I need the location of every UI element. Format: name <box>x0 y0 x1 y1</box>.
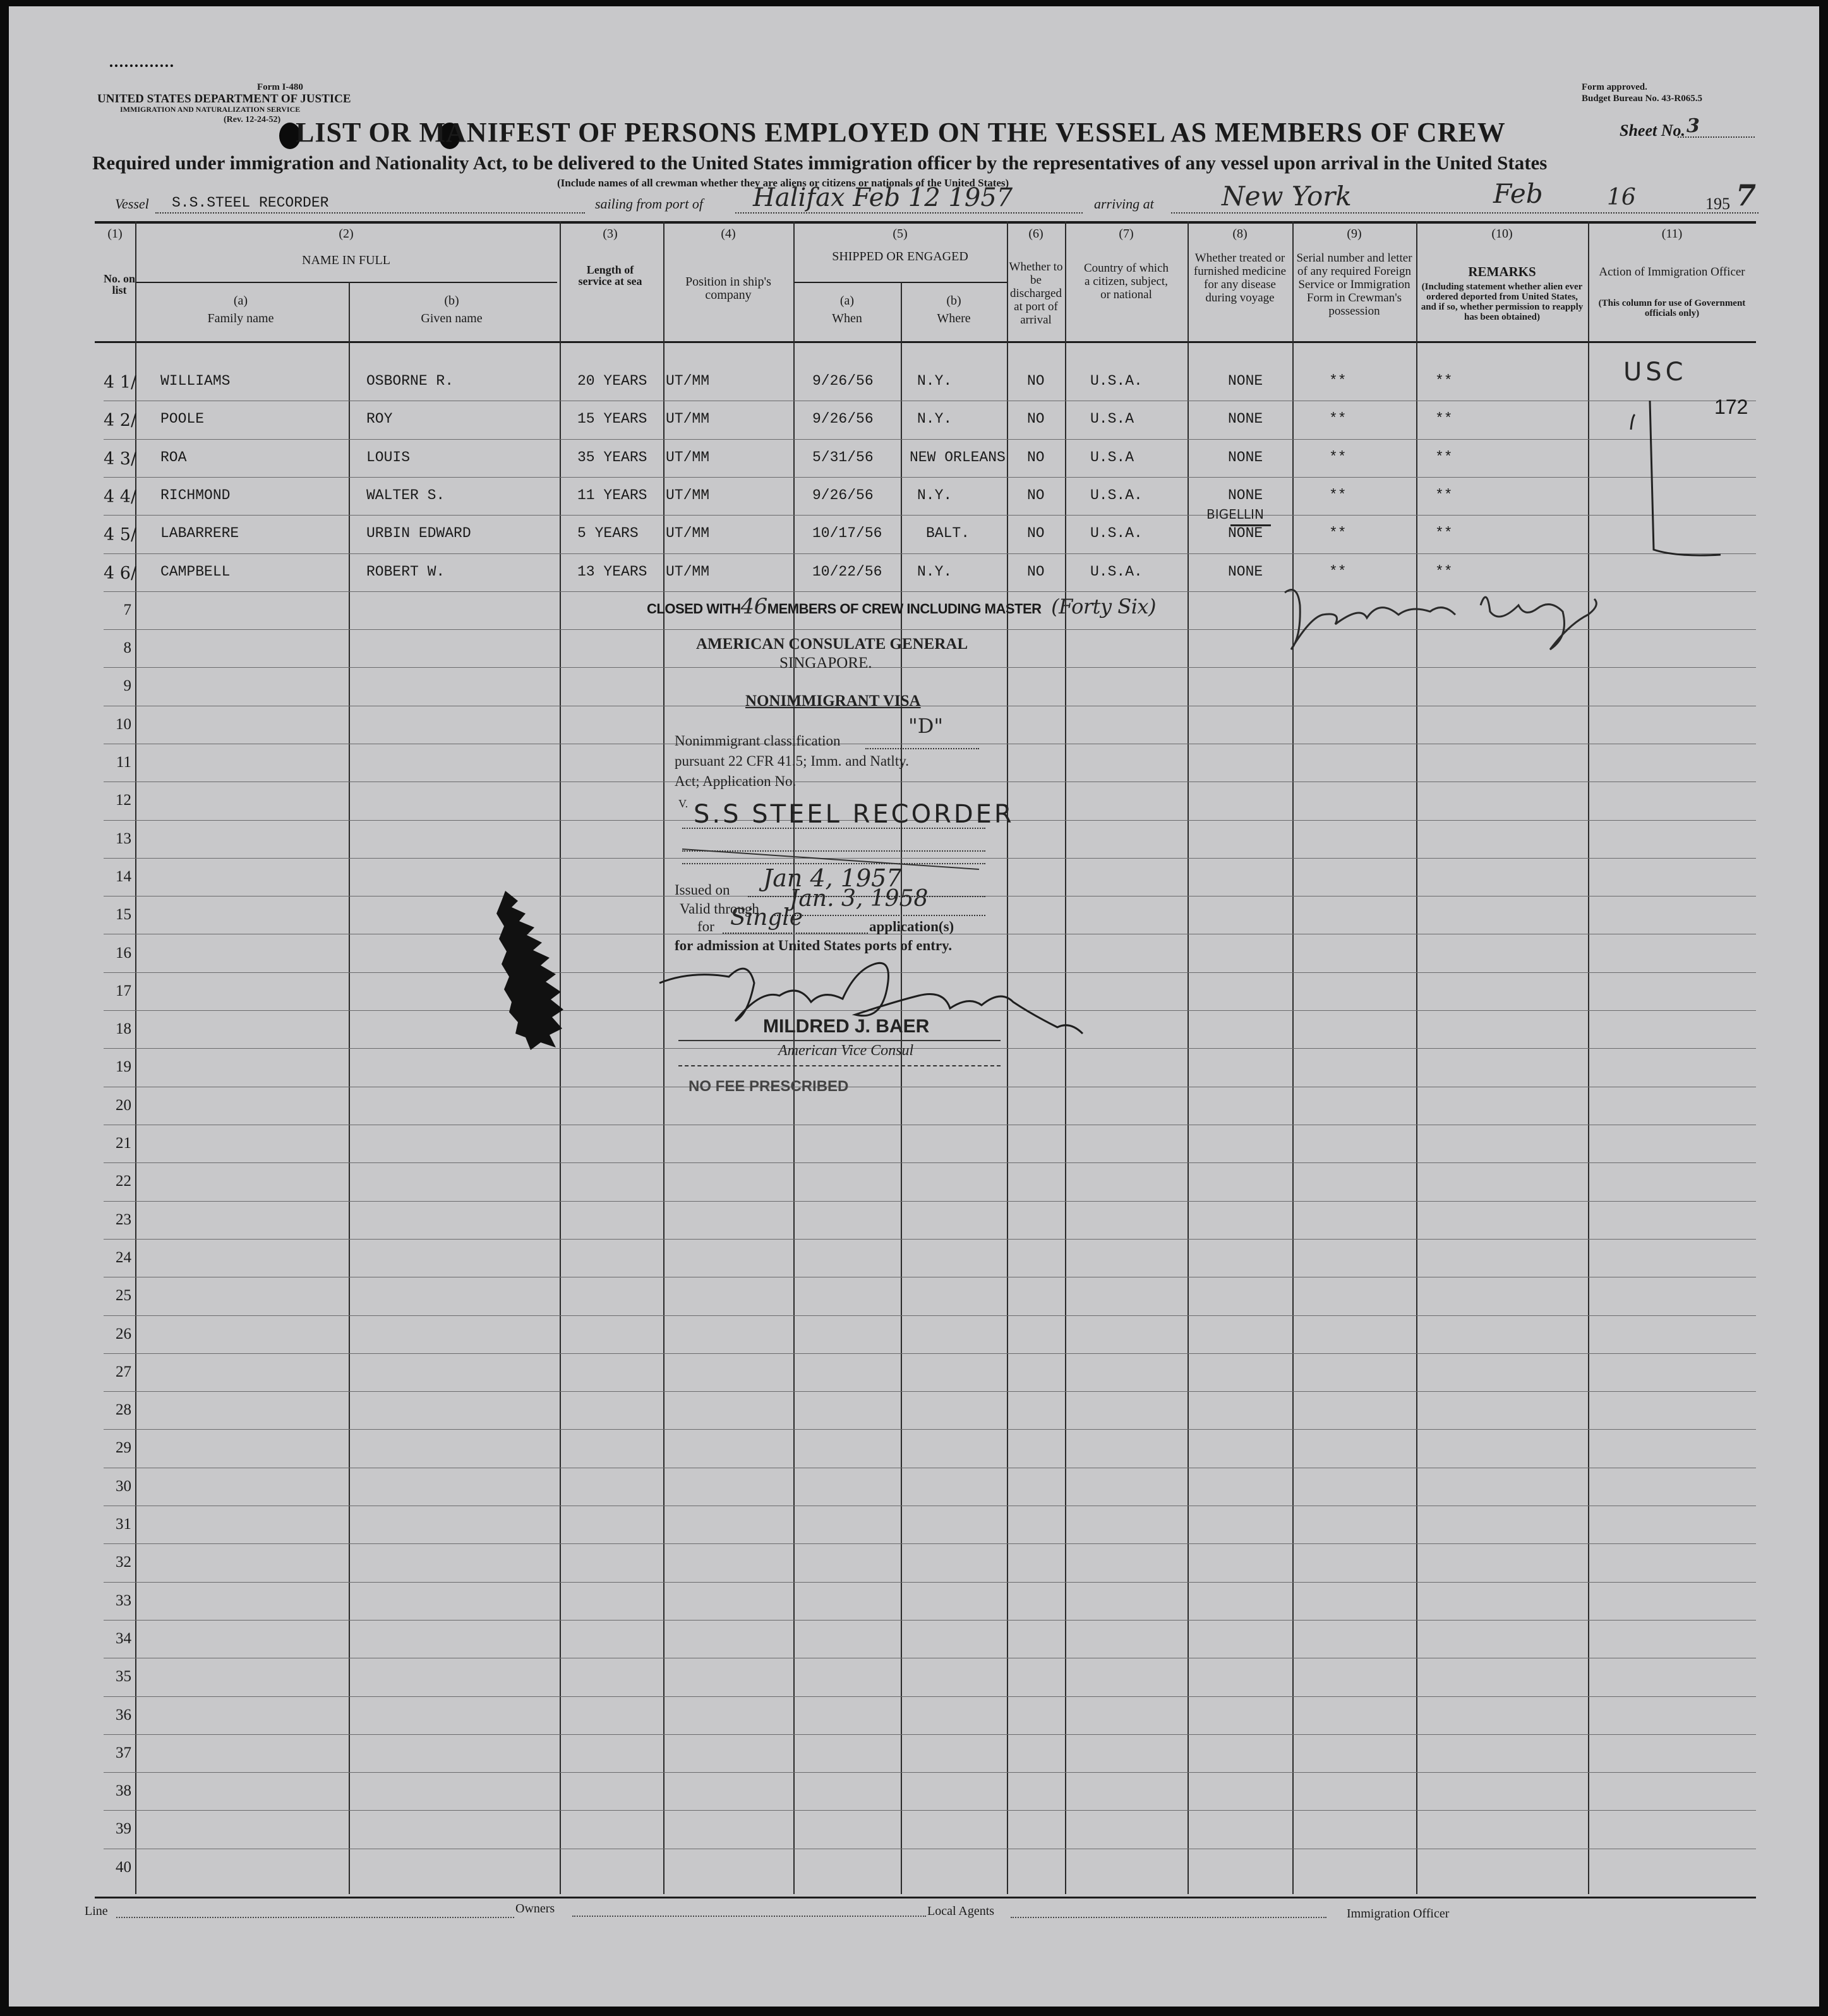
col8-number: (8) <box>1232 227 1248 241</box>
application-line: Act; Application No. <box>675 773 797 789</box>
footer-owners: Owners <box>515 1902 555 1916</box>
consulate-line-2: SINGAPORE. <box>779 655 872 672</box>
given-name[interactable]: LOUIS <box>366 449 411 466</box>
row-number: 11 <box>116 754 131 771</box>
row-number: 36 <box>116 1706 131 1723</box>
serial-number[interactable]: ** <box>1329 449 1347 466</box>
approval-line-1: Form approved. <box>1582 82 1647 92</box>
shipped-where[interactable]: N.Y. <box>917 564 953 580</box>
visa-title: NONIMMIGRANT VISA <box>745 692 921 709</box>
remarks[interactable]: ** <box>1435 564 1453 580</box>
family-name[interactable]: POOLE <box>160 411 205 427</box>
discharge-flag[interactable]: NO <box>1027 564 1045 580</box>
vessel-name[interactable]: S.S.STEEL RECORDER <box>172 195 329 211</box>
for-value[interactable]: Single <box>730 905 803 931</box>
admission-line: for admission at United States ports of entry. <box>675 938 953 953</box>
col4-label: Position in ship's company <box>685 275 771 302</box>
row-number[interactable]: 4 6/ <box>104 564 137 583</box>
closed-line: CLOSED WITH46MEMBERS OF CREW INCLUDING MASTER (Forty Six) <box>647 594 1156 619</box>
row-number: 7 <box>123 601 131 619</box>
row-rule <box>104 1543 1756 1544</box>
citizenship[interactable]: U.S.A. <box>1090 525 1143 541</box>
ship-position[interactable]: UT/MM <box>666 411 710 427</box>
family-name[interactable]: RICHMOND <box>160 487 231 504</box>
shipped-when[interactable]: 10/17/56 <box>812 525 882 541</box>
corner-marks <box>110 64 173 71</box>
column-rule <box>663 221 664 1894</box>
row-number[interactable]: 4 4/ <box>104 487 137 507</box>
valid-label: Valid through <box>680 901 759 917</box>
row-number: 17 <box>116 982 131 999</box>
footer-local-agents: Local Agents <box>927 1904 995 1918</box>
footer-line: Line <box>85 1904 108 1918</box>
discharge-flag[interactable]: NO <box>1027 373 1045 389</box>
shipped-when[interactable]: 9/26/56 <box>812 373 874 389</box>
col11-sub: (This column for use of Government officials only) <box>1598 298 1746 318</box>
year-suffix[interactable]: 7 <box>1736 178 1757 212</box>
column-rule <box>901 282 902 1894</box>
row-number: 24 <box>116 1249 131 1266</box>
discharge-flag[interactable]: NO <box>1027 449 1045 466</box>
pursuant-line: pursuant 22 CFR 41.5; Imm. and Natlty. <box>675 753 909 769</box>
medicine-status[interactable]: NONE <box>1228 411 1263 427</box>
row-number[interactable]: 4 2/ <box>104 411 137 430</box>
sailing-port[interactable]: Halifax Feb 12 1957 <box>753 183 1013 212</box>
medicine-status[interactable]: NONE <box>1228 525 1263 541</box>
row-number: 13 <box>116 830 131 847</box>
row-rule <box>104 1620 1756 1621</box>
row-number: 34 <box>116 1630 131 1647</box>
citizenship[interactable]: U.S.A. <box>1090 373 1143 389</box>
row-rule <box>104 515 1756 516</box>
service: IMMIGRATION AND NATURALIZATION SERVICE <box>120 105 301 114</box>
row-number: 22 <box>116 1173 131 1190</box>
row-rule <box>104 1391 1756 1392</box>
given-name[interactable]: ROBERT W. <box>366 564 445 580</box>
column-rule <box>1416 221 1417 1894</box>
column-rule <box>1007 221 1008 1894</box>
row-number: 19 <box>116 1058 131 1075</box>
ship-position[interactable]: UT/MM <box>666 525 710 541</box>
service-length[interactable]: 11 YEARS <box>577 487 647 504</box>
col2a-letter: (a) <box>233 294 248 308</box>
shipped-where[interactable]: BALT. <box>926 525 970 541</box>
approval-line-2: Budget Bureau No. 43-R065.5 <box>1582 94 1702 104</box>
family-name[interactable]: CAMPBELL <box>160 564 231 580</box>
remarks[interactable]: ** <box>1435 525 1453 541</box>
footer-immigration-officer: Immigration Officer <box>1347 1907 1450 1921</box>
shipped-when[interactable]: 5/31/56 <box>812 449 874 466</box>
col1-number: (1) <box>107 227 123 241</box>
serial-number[interactable]: ** <box>1329 564 1347 580</box>
issued-date[interactable]: Jan 4, 1957 <box>763 864 902 892</box>
col3-label: Length of service at sea <box>578 263 642 287</box>
ship-position[interactable]: UT/MM <box>666 487 710 504</box>
serial-number[interactable]: ** <box>1329 411 1347 427</box>
column-rule <box>560 221 561 1894</box>
officer-number[interactable]: 172 <box>1714 395 1748 418</box>
remarks[interactable]: ** <box>1435 373 1453 389</box>
service-length[interactable]: 5 YEARS <box>577 525 639 541</box>
col2-number: (2) <box>339 227 354 241</box>
row-rule <box>104 1201 1756 1202</box>
valid-date[interactable]: Jan. 3, 1958 <box>790 886 929 912</box>
ink-stamp-mark <box>493 888 581 1053</box>
family-name[interactable]: LABARRERE <box>160 525 239 541</box>
given-name[interactable]: URBIN EDWARD <box>366 525 471 541</box>
ship-position[interactable]: UT/MM <box>666 564 710 580</box>
vessel-label: Vessel <box>115 196 149 212</box>
row-number[interactable]: 4 5/ <box>104 525 137 545</box>
col5b-label: Where <box>937 311 971 325</box>
row-rule <box>104 1239 1756 1240</box>
citizenship[interactable]: U.S.A <box>1090 411 1134 427</box>
header-bottom-rule <box>95 341 1756 343</box>
sheet-label: Sheet No. <box>1620 121 1685 140</box>
col2-label: NAME IN FULL <box>302 253 390 267</box>
sheet-number[interactable]: 3 <box>1687 115 1700 137</box>
discharge-flag[interactable]: NO <box>1027 525 1045 541</box>
row-rule <box>104 1162 1756 1163</box>
medicine-status[interactable]: NONE <box>1228 449 1263 466</box>
year-prefix: 195 <box>1705 195 1730 213</box>
given-name[interactable]: WALTER S. <box>366 487 445 504</box>
row-rule <box>104 1772 1756 1773</box>
serial-number[interactable]: ** <box>1329 373 1347 389</box>
col11-number: (11) <box>1661 227 1683 241</box>
medicine-status[interactable]: NONE <box>1228 487 1263 504</box>
row-number: 21 <box>116 1135 131 1152</box>
shipped-where[interactable]: N.Y. <box>917 373 953 389</box>
row-number: 39 <box>116 1820 131 1837</box>
visa-vessel[interactable]: S.S STEEL RECORDER <box>694 800 1014 829</box>
row-rule <box>104 439 1756 440</box>
discharge-flag[interactable]: NO <box>1027 411 1045 427</box>
serial-number[interactable]: ** <box>1329 487 1347 504</box>
shipped-when[interactable]: 9/26/56 <box>812 411 874 427</box>
col5-label: SHIPPED OR ENGAGED <box>832 250 968 263</box>
closed-count[interactable]: 46 <box>740 594 767 619</box>
col4-number: (4) <box>721 227 736 241</box>
remarks[interactable]: ** <box>1435 411 1453 427</box>
row-number: 25 <box>116 1287 131 1304</box>
col10-sub: (Including statement whether alien ever ordered deported from United States, and if so, whether permission to reapply has been obtained) <box>1421 282 1584 322</box>
medicine-status[interactable]: NONE <box>1228 564 1263 580</box>
row-rule <box>104 1734 1756 1735</box>
classification-value[interactable]: "D" <box>908 714 944 738</box>
col6-label: Whether to be discharged at port of arrival <box>1009 260 1063 327</box>
column-rule <box>1188 221 1189 1894</box>
row-number: 8 <box>123 639 131 656</box>
revision: (Rev. 12-24-52) <box>224 115 281 124</box>
col3-number: (3) <box>603 227 618 241</box>
column-rule <box>1065 221 1066 1894</box>
row-number: 14 <box>116 868 131 885</box>
serial-number[interactable]: ** <box>1329 525 1347 541</box>
form-number: Form I-480 <box>257 82 303 92</box>
col5a-letter: (a) <box>839 294 855 308</box>
col10-label: REMARKS <box>1468 264 1536 279</box>
crew-table <box>95 221 1756 1898</box>
row-number: 23 <box>116 1211 131 1228</box>
row-number: 18 <box>116 1020 131 1037</box>
service-length[interactable]: 20 YEARS <box>577 373 647 389</box>
col2b-letter: (b) <box>444 294 459 308</box>
row-number: 15 <box>116 906 131 923</box>
row-number[interactable]: 4 1/ <box>104 373 137 392</box>
service-length[interactable]: 35 YEARS <box>577 449 647 466</box>
col5-number: (5) <box>893 227 908 241</box>
row-number: 9 <box>123 677 131 694</box>
ship-position[interactable]: UT/MM <box>666 373 710 389</box>
row-number: 29 <box>116 1439 131 1456</box>
family-name[interactable]: ROA <box>160 449 187 466</box>
shipped-where[interactable]: N.Y. <box>917 487 953 504</box>
row-number: 20 <box>116 1097 131 1114</box>
medicine-note[interactable]: BIGELLIN <box>1206 507 1264 522</box>
row-number: 40 <box>116 1859 131 1876</box>
row-rule <box>104 1696 1756 1697</box>
shipped-where[interactable]: NEW ORLEANS <box>910 449 1006 466</box>
remarks[interactable]: ** <box>1435 449 1453 466</box>
for-label: for <box>697 919 714 934</box>
citizenship[interactable]: U.S.A. <box>1090 564 1143 580</box>
arriving-port[interactable]: New York <box>1222 181 1352 212</box>
discharge-flag[interactable]: NO <box>1027 487 1045 504</box>
row-number: 27 <box>116 1363 131 1380</box>
family-name[interactable]: WILLIAMS <box>160 373 231 389</box>
row-rule <box>104 477 1756 478</box>
medicine-status[interactable]: NONE <box>1228 373 1263 389</box>
officer-mark[interactable]: USC <box>1623 358 1687 387</box>
shipped-when[interactable]: 10/22/56 <box>812 564 882 580</box>
row-rule <box>104 1429 1756 1430</box>
applications-label: application(s) <box>869 919 954 934</box>
row-number: 12 <box>116 792 131 809</box>
form-note: (Include names of all crewman whether they are aliens or citizens or nationals of the United States) <box>557 177 1009 189</box>
row-number: 16 <box>116 945 131 962</box>
column-rule <box>349 282 350 1894</box>
arrival-day[interactable]: 16 <box>1607 184 1636 210</box>
row-number: 28 <box>116 1401 131 1418</box>
column-rule <box>1292 221 1294 1894</box>
row-rule <box>104 1353 1756 1354</box>
issued-label: Issued on <box>675 882 730 898</box>
classification-label: Nonimmigrant classification <box>675 733 841 749</box>
citizenship[interactable]: U.S.A. <box>1090 487 1143 504</box>
row-rule <box>104 1810 1756 1811</box>
col8-label: Whether treated or furnished medicine for any disease during voyage <box>1193 251 1287 305</box>
remarks[interactable]: ** <box>1435 487 1453 504</box>
service-length[interactable]: 15 YEARS <box>577 411 647 427</box>
col7-number: (7) <box>1119 227 1134 241</box>
col2b-label: Given name <box>421 311 483 325</box>
inspector-signature <box>1272 580 1613 662</box>
consul-name: MILDRED J. BAER <box>763 1016 930 1037</box>
sailing-label: sailing from port of <box>595 196 703 212</box>
row-rule <box>104 1582 1756 1583</box>
row-rule <box>104 667 1756 668</box>
row-rule <box>104 553 1756 554</box>
row-number: 30 <box>116 1478 131 1495</box>
col6-number: (6) <box>1028 227 1043 241</box>
ship-position[interactable]: UT/MM <box>666 449 710 466</box>
col10-number: (10) <box>1491 227 1513 241</box>
service-length[interactable]: 13 YEARS <box>577 564 647 580</box>
consul-title: American Vice Consul <box>778 1042 914 1059</box>
arrival-month[interactable]: Feb <box>1493 178 1543 209</box>
form-title: LIST OR MANIFEST OF PERSONS EMPLOYED ON THE VESSEL AS MEMBERS OF CREW <box>296 117 1506 148</box>
column-rule <box>135 221 136 1894</box>
row-number: 26 <box>116 1325 131 1343</box>
column-rule <box>1588 221 1589 1894</box>
row-number: 38 <box>116 1782 131 1799</box>
vessel-prefix: V. <box>678 797 689 810</box>
col1-label: No. on list <box>104 272 136 296</box>
arriving-label: arriving at <box>1094 196 1154 212</box>
col9-number: (9) <box>1347 227 1362 241</box>
row-number: 31 <box>116 1516 131 1533</box>
col5a-label: When <box>832 311 862 325</box>
row-number: 33 <box>116 1592 131 1609</box>
form-subtitle: Required under immigration and Nationality Act, to be delivered to the United States immigration officer by the representatives of any vessel upon arrival in the United States <box>92 152 1548 174</box>
manifest-sheet <box>9 6 1819 2007</box>
shipped-where[interactable]: N.Y. <box>917 411 953 427</box>
row-rule <box>104 1315 1756 1316</box>
department: UNITED STATES DEPARTMENT OF JUSTICE <box>97 92 351 106</box>
officer-bracket <box>1626 392 1727 575</box>
closed-words[interactable]: (Forty Six) <box>1051 595 1156 619</box>
col9-label: Serial number and letter of any required Foreign Service or Immigration Form in Crewman's possession <box>1296 251 1412 318</box>
col2a-label: Family name <box>207 311 274 325</box>
row-number: 35 <box>116 1668 131 1685</box>
row-number[interactable]: 4 3/ <box>104 449 137 469</box>
col7-label: Country of which a citizen, subject, or national <box>1083 262 1169 301</box>
citizenship[interactable]: U.S.A <box>1090 449 1134 466</box>
no-fee-line: NO FEE PRESCRIBED <box>689 1078 849 1095</box>
given-name[interactable]: ROY <box>366 411 393 427</box>
consulate-line-1: AMERICAN CONSULATE GENERAL <box>696 636 968 653</box>
row-number: 10 <box>116 716 131 733</box>
shipped-when[interactable]: 9/26/56 <box>812 487 874 504</box>
given-name[interactable]: OSBORNE R. <box>366 373 454 389</box>
row-number: 32 <box>116 1554 131 1571</box>
col11-label: Action of Immigration Officer <box>1599 265 1745 279</box>
row-number: 37 <box>116 1744 131 1761</box>
col5b-letter: (b) <box>946 294 961 308</box>
